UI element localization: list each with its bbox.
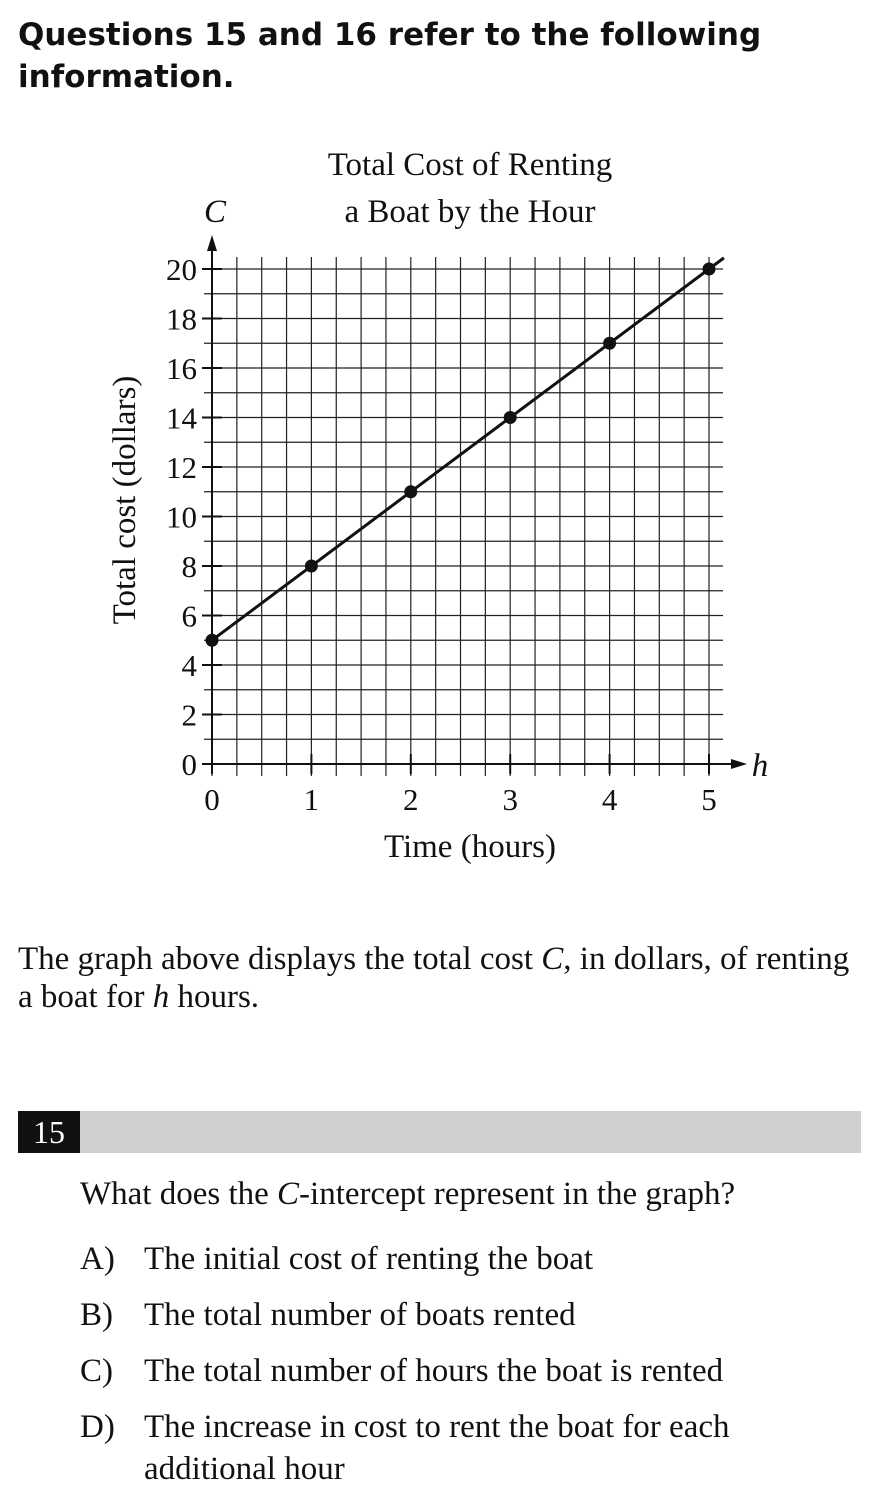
choice-text: The initial cost of renting the boat [144, 1241, 594, 1277]
choice-a[interactable] [80, 1238, 860, 1280]
y-tick-label: 4 [181, 648, 197, 683]
data-point [504, 411, 517, 424]
choice-text: The total number of hours the boat is rented [144, 1353, 724, 1389]
x-tick-label: 4 [601, 782, 618, 817]
y-tick-label: 6 [181, 598, 197, 634]
x-axis-arrow [731, 759, 747, 769]
choice-d[interactable] [80, 1406, 860, 1490]
question-number: 15 [18, 1111, 80, 1153]
choice-text: The total number of boats rented [144, 1297, 576, 1333]
chart-title-line-1: Total Cost of Renting [327, 147, 613, 183]
x-tick-label: 5 [701, 782, 717, 817]
description-text-1: The graph above displays the total cost [18, 941, 542, 977]
x-tick-label: 2 [403, 782, 419, 817]
data-point [603, 337, 616, 350]
choice-letter: D) [80, 1409, 115, 1445]
choice-text: The increase in cost to rent the boat for each additional hour [144, 1409, 730, 1487]
y-tick-label: 16 [166, 351, 197, 386]
y-axis-variable: C [203, 194, 227, 230]
y-tick-label: 12 [166, 450, 197, 485]
data-point [404, 485, 417, 498]
chart-series [212, 258, 724, 640]
description-text-2: , in dollars, of renting a boat for [18, 941, 850, 1015]
question-bar [18, 1111, 861, 1153]
choice-letter: B) [80, 1297, 113, 1333]
data-point [206, 634, 219, 647]
x-axis-label: Time (hours) [383, 829, 557, 865]
y-tick-label: 18 [166, 301, 197, 337]
stem-text-1: What does the [80, 1176, 278, 1212]
x-axis-variable: h [751, 748, 769, 784]
y-tick-label: 8 [181, 549, 197, 584]
description-var-h: h [152, 979, 170, 1015]
y-axis-arrow [207, 235, 217, 251]
question-stem [80, 1172, 860, 1216]
questions-intro-heading: Questions 15 and 16 refer to the following information. [18, 17, 762, 95]
chart-grid [204, 257, 723, 776]
y-tick-label: 0 [181, 747, 197, 782]
choice-letter: A) [80, 1241, 115, 1277]
series-line [212, 258, 724, 640]
chart-axes [207, 235, 747, 769]
x-tick-label: 1 [303, 782, 320, 817]
data-point [305, 560, 318, 573]
graph-description [18, 940, 858, 1016]
x-tick-label: 3 [502, 782, 518, 817]
choice-b[interactable] [80, 1294, 860, 1336]
y-axis-label: Total cost (dollars) [107, 375, 143, 625]
x-tick-label: 0 [204, 782, 220, 817]
description-var-c: C [541, 941, 564, 977]
y-tick-label: 10 [166, 499, 197, 535]
chart-title-line-2: a Boat by the Hour [344, 194, 596, 230]
cost-chart [0, 130, 876, 890]
choice-letter: C) [80, 1353, 113, 1389]
y-tick-label: 20 [166, 252, 197, 287]
stem-var: C [277, 1176, 300, 1212]
data-point [703, 263, 716, 276]
stem-text-2: -intercept represent in the graph? [299, 1176, 736, 1212]
description-text-3: hours. [169, 979, 260, 1015]
choice-c[interactable] [80, 1350, 860, 1392]
y-tick-label: 14 [166, 400, 197, 436]
y-tick-label: 2 [181, 697, 197, 733]
